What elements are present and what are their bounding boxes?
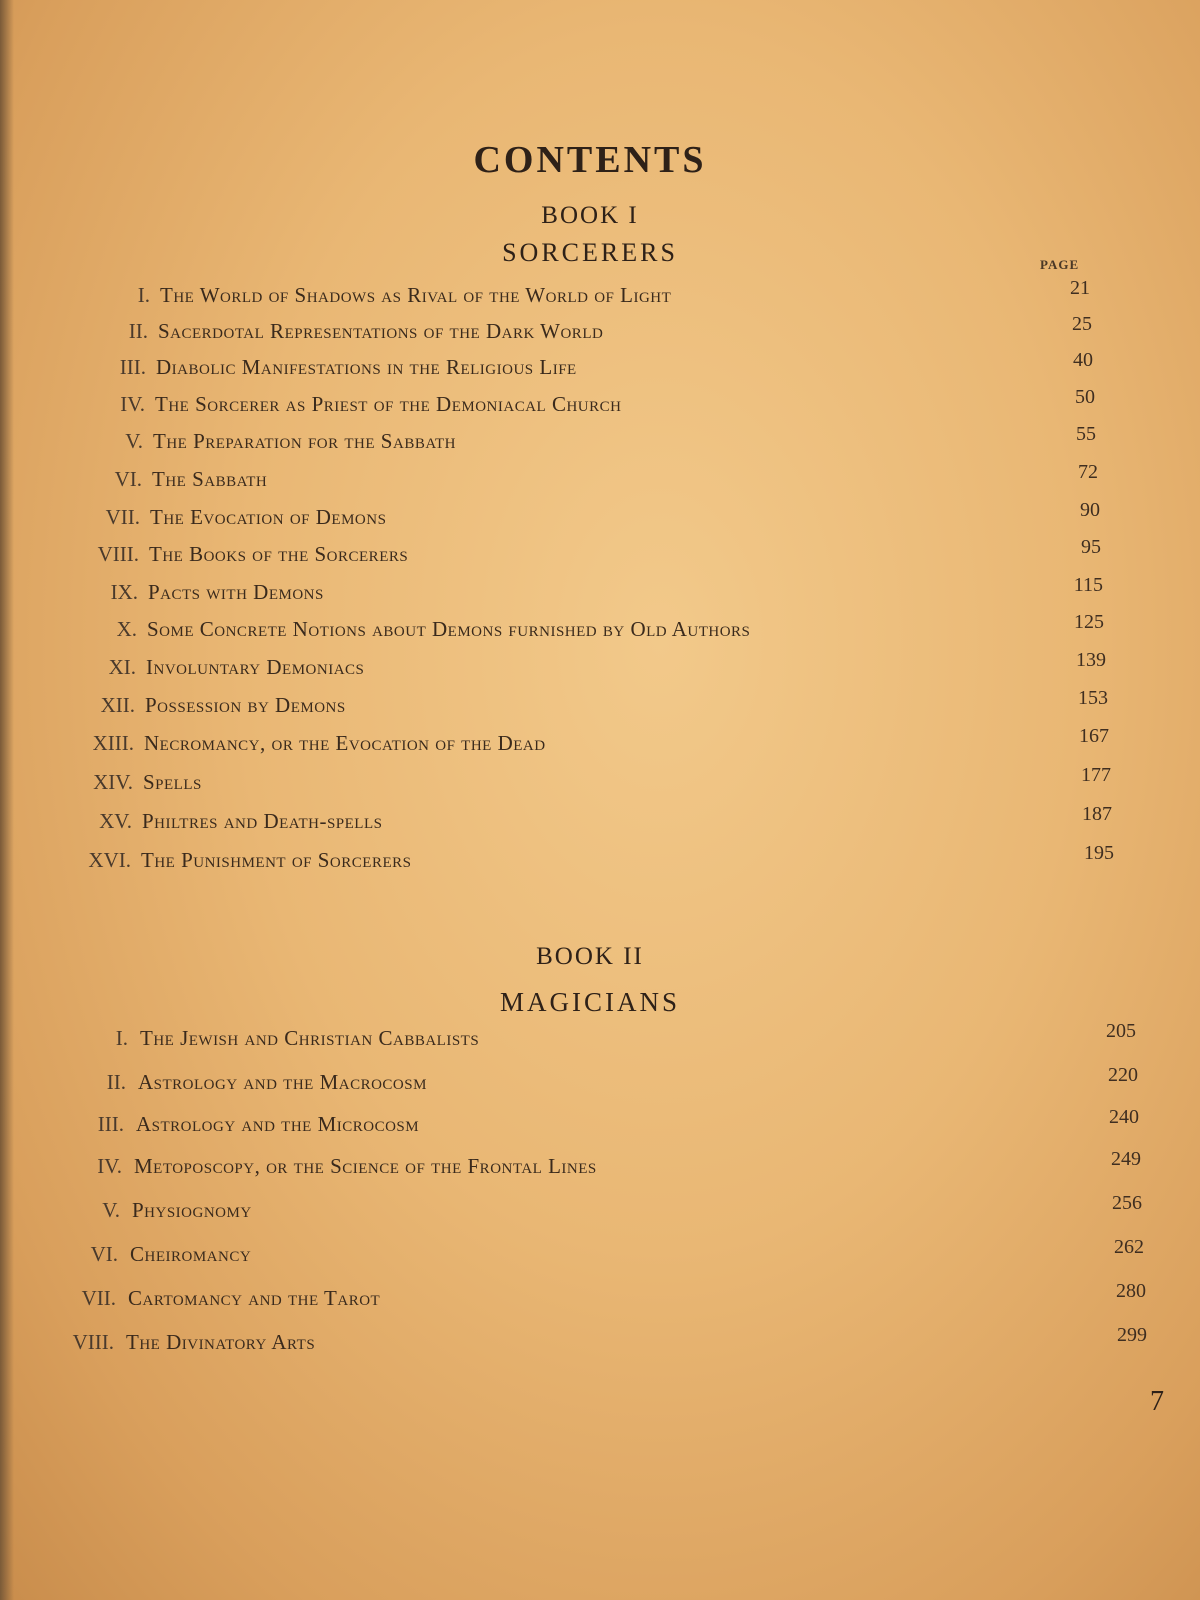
toc-entry [0,611,1200,647]
chapter-page-number: 115 [1073,574,1103,596]
toc-entry [0,1064,1200,1100]
chapter-title: Astrology and the Microcosm [136,1112,420,1136]
chapter-title: Diabolic Manifestations in the Religious Life [156,355,577,379]
chapter-title: Philtres and Death-spells [142,809,383,833]
chapter-number: XV. [99,809,132,833]
chapter-number: VI. [114,467,142,491]
chapter-title: Involuntary Demoniacs [146,655,365,679]
chapter-title: Some Concrete Notions about Demons furnished by Old Authors [147,617,751,641]
chapter-title: The Evocation of Demons [150,505,387,529]
chapter-number: IV. [97,1154,122,1178]
book-2-title: MAGICIANS [499,987,680,1017]
chapter-page-number: 95 [1081,536,1101,558]
chapter-title: Cartomancy and the Tarot [128,1286,381,1310]
toc-entry [0,1236,1200,1272]
chapter-number: VIII. [97,542,139,566]
toc-entry [0,1192,1200,1228]
chapter-number: VII. [105,505,140,529]
chapter-page-number: 167 [1079,725,1109,747]
chapter-number: II. [128,319,148,343]
chapter-number: XVI. [88,848,131,872]
toc-entry [0,574,1200,610]
chapter-page-number: 21 [1070,277,1090,299]
chapter-page-number: 139 [1076,649,1106,671]
chapter-number: XIII. [92,731,134,755]
toc-entry [0,1106,1200,1142]
chapter-page-number: 249 [1111,1148,1141,1170]
toc-entry [0,499,1200,535]
chapter-page-number: 25 [1072,313,1092,335]
chapter-page-number: 90 [1080,499,1100,521]
contents-heading: CONTENTS [473,139,707,181]
page-column-label: PAGE [1040,257,1080,272]
toc-entry [0,764,1200,800]
chapter-page-number: 177 [1081,764,1111,786]
chapter-page-number: 72 [1078,461,1098,483]
chapter-title: The Divinatory Arts [126,1330,316,1354]
chapter-number: V. [125,429,143,453]
chapter-page-number: 256 [1112,1192,1142,1214]
chapter-title: Cheiromancy [130,1242,252,1266]
chapter-number: X. [116,617,137,641]
toc-entry [0,313,1200,349]
book-1-label: BOOK I [541,202,639,229]
book-2-label: BOOK II [536,943,644,970]
chapter-title: The Books of the Sorcerers [149,542,409,566]
chapter-title: The World of Shadows as Rival of the World of Light [160,283,672,307]
toc-entry [0,386,1200,422]
chapter-title: The Sabbath [152,467,268,491]
chapter-page-number: 40 [1073,349,1093,371]
chapter-page-number: 220 [1108,1064,1138,1086]
chapter-number: XII. [100,693,135,717]
toc-entry [0,687,1200,723]
chapter-page-number: 280 [1116,1280,1146,1302]
toc-entry [0,1280,1200,1316]
chapter-title: The Punishment of Sorcerers [141,848,412,872]
toc-entry [0,1324,1200,1360]
chapter-number: VII. [81,1286,116,1310]
toc-entry [0,461,1200,497]
chapter-page-number: 153 [1078,687,1108,709]
chapter-page-number: 240 [1109,1106,1139,1128]
chapter-number: V. [102,1198,120,1222]
toc-entry [0,349,1200,385]
chapter-page-number: 55 [1076,423,1096,445]
chapter-page-number: 262 [1114,1236,1144,1258]
toc-entry [0,423,1200,459]
chapter-page-number: 195 [1084,842,1114,864]
chapter-page-number: 205 [1106,1020,1136,1042]
folio-page-number: 7 [1150,1386,1164,1417]
chapter-title: Metoposcopy, or the Science of the Frontal Lines [134,1154,597,1178]
toc-entry [0,1020,1200,1056]
chapter-number: III. [119,355,146,379]
chapter-title: Necromancy, or the Evocation of the Dead [144,731,546,755]
chapter-page-number: 50 [1075,386,1095,408]
chapter-title: Physiognomy [132,1198,252,1222]
chapter-number: IV. [120,392,145,416]
chapter-title: Spells [143,770,202,794]
chapter-page-number: 187 [1082,803,1112,825]
chapter-number: I. [137,283,150,307]
toc-entry [0,725,1200,761]
chapter-page-number: 125 [1074,611,1104,633]
chapter-number: IX. [110,580,138,604]
chapter-number: II. [106,1070,126,1094]
toc-entry [0,536,1200,572]
chapter-title: Sacerdotal Representations of the Dark World [158,319,604,343]
chapter-title: The Jewish and Christian Cabbalists [140,1026,480,1050]
toc-entry [0,277,1200,313]
toc-entry [0,1148,1200,1184]
toc-entry [0,803,1200,839]
chapter-number: VI. [90,1242,118,1266]
chapter-title: Possession by Demons [145,693,346,717]
chapter-title: The Preparation for the Sabbath [153,429,456,453]
chapter-number: XI. [108,655,136,679]
book-1-title: SORCERERS [502,238,678,267]
chapter-page-number: 299 [1117,1324,1147,1346]
chapter-number: I. [115,1026,128,1050]
toc-entry [0,649,1200,685]
chapter-title: Pacts with Demons [148,580,324,604]
chapter-number: III. [97,1112,124,1136]
chapter-title: Astrology and the Macrocosm [138,1070,427,1094]
chapter-number: VIII. [72,1330,114,1354]
chapter-number: XIV. [93,770,133,794]
toc-entry [0,842,1200,878]
chapter-title: The Sorcerer as Priest of the Demoniacal Church [155,392,622,416]
